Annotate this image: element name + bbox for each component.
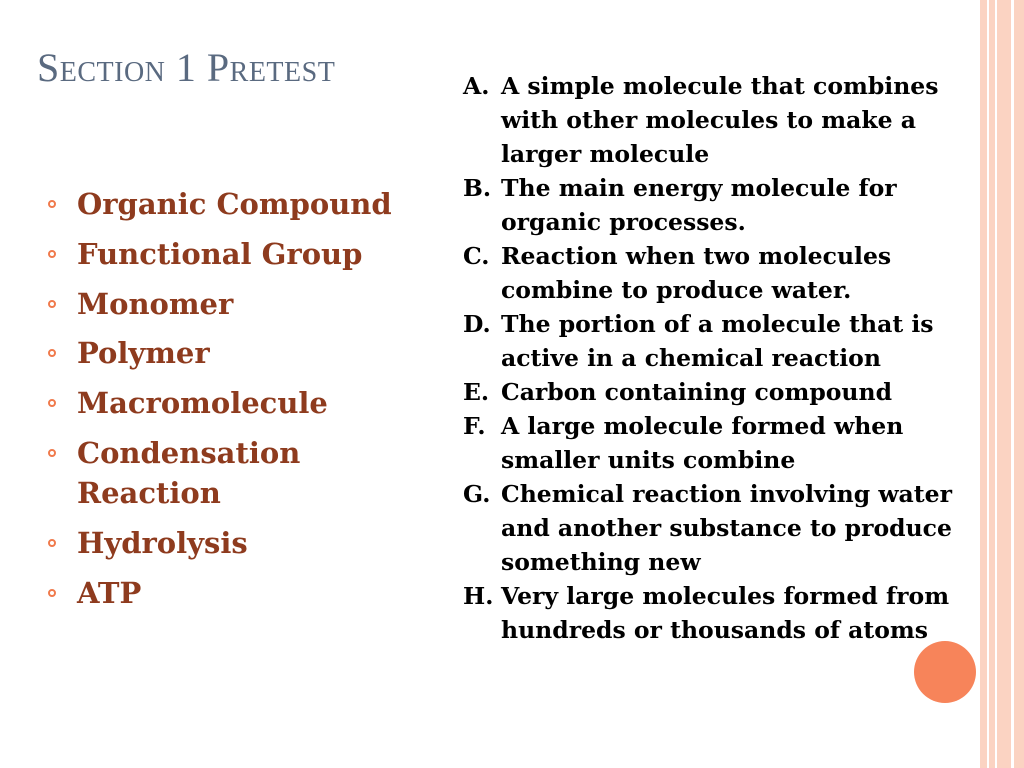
term-item [44, 184, 444, 225]
border-stripe [995, 0, 997, 768]
definition-letter: A. [463, 72, 490, 100]
term-item [44, 333, 444, 374]
definition-text: Carbon containing compound [501, 378, 893, 406]
definition-item [463, 477, 973, 579]
term-item [44, 284, 444, 325]
bullet-circle-icon [48, 250, 56, 258]
term-text: Monomer [77, 286, 234, 321]
definition-text: Reaction when two molecules combine to produce water. [501, 242, 892, 304]
definition-letter: D. [463, 310, 491, 338]
bullet-circle-icon [48, 449, 56, 457]
bullet-circle-icon [48, 300, 56, 308]
definition-letter: B. [463, 174, 492, 202]
term-text: Organic Compound [77, 187, 392, 221]
border-stripe [1011, 0, 1014, 768]
definition-letter: E. [463, 378, 490, 406]
term-item [44, 573, 444, 614]
bullet-circle-icon [48, 349, 56, 357]
definition-text: Very large molecules formed from hundreds or thousands of atoms [501, 582, 950, 644]
definition-text: A large molecule formed when smaller units combine [501, 412, 904, 474]
definition-text: A simple molecule that combines with other molecules to make a larger molecule [501, 72, 939, 168]
term-text: Hydrolysis [77, 526, 248, 561]
term-text: Functional Group [77, 236, 363, 271]
definition-item [463, 409, 973, 477]
border-stripe [987, 0, 989, 768]
definition-item [463, 307, 973, 375]
term-item [44, 234, 444, 275]
decorative-circle [914, 641, 976, 703]
definitions-list [463, 69, 973, 647]
definition-text: The main energy molecule for organic processes. [501, 174, 897, 236]
definition-letter: G. [463, 480, 491, 508]
term-item [44, 433, 444, 514]
term-text: Condensation Reaction [77, 435, 301, 511]
definition-item [463, 239, 973, 307]
term-text: Polymer [77, 336, 210, 371]
term-text: Macromolecule [77, 386, 328, 421]
terms-list [44, 184, 444, 623]
definition-letter: C. [463, 242, 490, 270]
bullet-circle-icon [48, 539, 56, 547]
definition-text: Chemical reaction involving water and another substance to produce something new [501, 480, 952, 576]
definition-letter: F. [463, 412, 486, 440]
definition-text: The portion of a molecule that is active in a chemical reaction [501, 310, 934, 372]
definition-item [463, 375, 973, 409]
bullet-circle-icon [48, 200, 56, 208]
bullet-circle-icon [48, 399, 56, 407]
definition-letter: H. [463, 582, 494, 610]
bullet-circle-icon [48, 589, 56, 597]
term-text: ATP [77, 576, 142, 611]
slide-title: Section 1 Pretest [37, 45, 336, 90]
definition-item [463, 579, 973, 647]
definition-item [463, 69, 973, 171]
definition-item [463, 171, 973, 239]
term-item [44, 383, 444, 424]
term-item [44, 523, 444, 564]
